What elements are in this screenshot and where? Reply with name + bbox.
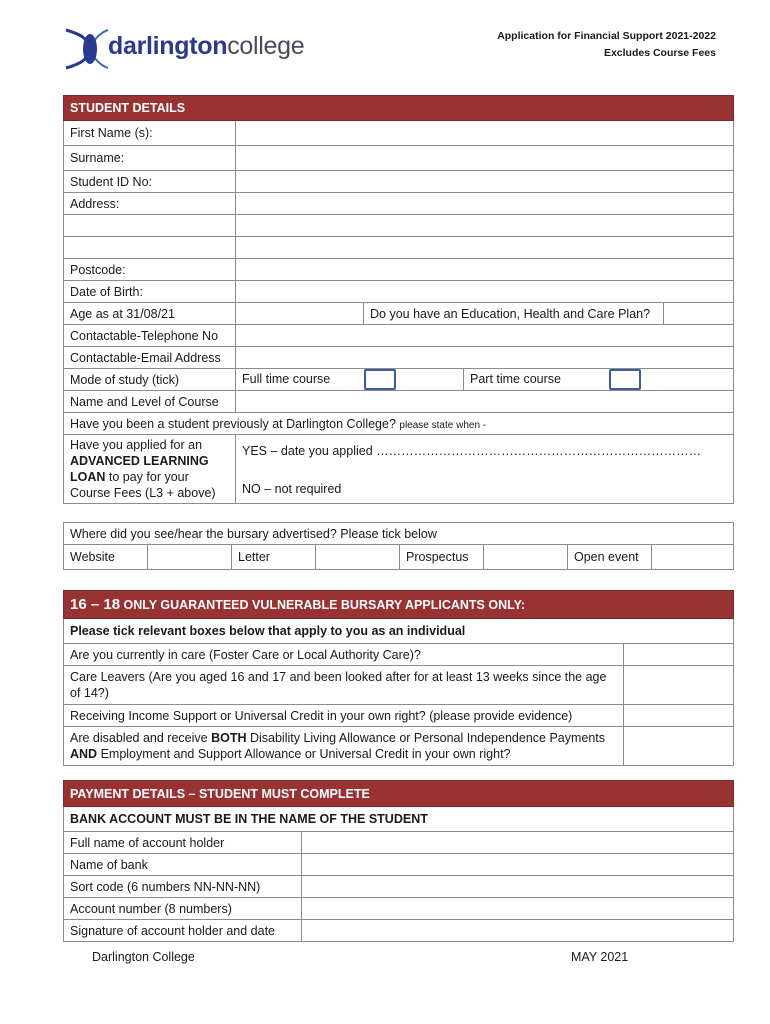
dob-label: Date of Birth: <box>64 281 236 303</box>
advert-open-event-tick[interactable] <box>652 545 734 570</box>
vulnerable-q2: Care Leavers (Are you aged 16 and 17 and been looked after for at least 13 weeks since the age of 14?) <box>64 666 624 705</box>
signature-field[interactable] <box>302 920 734 942</box>
student-id-label: Student ID No: <box>64 171 236 193</box>
logo-word-light: college <box>227 32 305 60</box>
part-time-option <box>464 369 734 391</box>
payment-details-table <box>63 780 734 942</box>
vulnerable-q1-tick[interactable] <box>624 644 734 666</box>
account-number-label: Account number (8 numbers) <box>64 898 302 920</box>
dob-field[interactable] <box>236 281 734 303</box>
previous-student-row[interactable] <box>64 413 734 435</box>
first-name-field[interactable] <box>236 121 734 146</box>
postcode-field[interactable] <box>236 259 734 281</box>
advert-table <box>63 522 734 570</box>
loan-yes: YES – date you applied …………………………………………………………………… <box>242 444 702 458</box>
vulnerable-bursary-table <box>63 590 734 766</box>
full-time-label: Full time course <box>242 371 331 386</box>
age-field[interactable] <box>236 303 364 325</box>
telephone-field[interactable] <box>236 325 734 347</box>
postcode-label: Postcode: <box>64 259 236 281</box>
form-title-line1: Application for Financial Support 2021-2022 <box>497 30 716 42</box>
logo-word-bold: darlington <box>108 32 228 60</box>
email-field[interactable] <box>236 347 734 369</box>
part-time-checkbox[interactable] <box>609 369 641 390</box>
address-blank-label-3 <box>64 237 236 259</box>
payment-heading: PAYMENT DETAILS – STUDENT MUST COMPLETE <box>64 781 734 807</box>
footer-left: Darlington College <box>92 950 195 964</box>
vulnerable-heading-rest: ONLY GUARANTEED VULNERABLE BURSARY APPLICANTS ONLY: <box>120 598 526 612</box>
loan-q4: to pay for your <box>105 470 189 484</box>
previous-student-question: Have you been a student previously at Darlington College? <box>70 416 396 431</box>
signature-label: Signature of account holder and date <box>64 920 302 942</box>
vulnerable-q3: Receiving Income Support or Universal Credit in your own right? (please provide evidence) <box>64 705 624 727</box>
telephone-label: Contactable-Telephone No <box>64 325 236 347</box>
student-id-field[interactable] <box>236 171 734 193</box>
loan-no: NO – not required <box>242 482 342 496</box>
footer-right: MAY 2021 <box>571 950 629 964</box>
age-label: Age as at 31/08/21 <box>64 303 236 325</box>
bank-name-label: Name of bank <box>64 854 302 876</box>
student-details-table <box>63 95 734 504</box>
loan-q5: Course Fees (L3 + above) <box>70 486 216 500</box>
vulnerable-heading-num: 16 – 18 <box>70 596 121 613</box>
sort-code-label: Sort code (6 numbers NN-NN-NN) <box>64 876 302 898</box>
address-blank-label-2 <box>64 215 236 237</box>
advert-letter-label: Letter <box>232 545 316 570</box>
form-title <box>497 28 716 62</box>
vulnerable-q4-e: Employment and Support Allowance or Universal Credit in your own right? <box>97 747 511 761</box>
bank-name-field[interactable] <box>302 854 734 876</box>
address-label: Address: <box>64 193 236 215</box>
full-time-checkbox[interactable] <box>364 369 396 390</box>
sort-code-field[interactable] <box>302 876 734 898</box>
loan-q3: LOAN <box>70 470 106 484</box>
vulnerable-q4-tick[interactable] <box>624 727 734 766</box>
loan-question <box>64 435 236 504</box>
vulnerable-heading <box>64 591 734 619</box>
vulnerable-q4-b: BOTH <box>211 731 247 745</box>
loan-q2: ADVANCED LEARNING <box>70 454 209 468</box>
course-label: Name and Level of Course <box>64 391 236 413</box>
advert-prospectus-tick[interactable] <box>484 545 568 570</box>
form-title-line2: Excludes Course Fees <box>603 47 716 59</box>
advert-website-tick[interactable] <box>148 545 232 570</box>
vulnerable-q1: Are you currently in care (Foster Care or Local Authority Care)? <box>64 644 624 666</box>
previous-student-note: please state when - <box>399 419 487 431</box>
advert-letter-tick[interactable] <box>316 545 400 570</box>
vulnerable-q4-c: Disability Living Allowance or Personal Independence Payments <box>246 731 606 745</box>
first-name-label: First Name (s): <box>64 121 236 146</box>
vulnerable-q4-a: Are disabled and receive <box>70 731 212 745</box>
college-logo <box>60 24 310 74</box>
account-holder-field[interactable] <box>302 832 734 854</box>
address-field-3[interactable] <box>236 237 734 259</box>
advert-question: Where did you see/hear the bursary advertised? Please tick below <box>64 523 734 545</box>
address-field-1[interactable] <box>236 193 734 215</box>
vulnerable-q3-tick[interactable] <box>624 705 734 727</box>
account-holder-label: Full name of account holder <box>64 832 302 854</box>
full-time-option <box>236 369 464 391</box>
vulnerable-subheading: Please tick relevant boxes below that apply to you as an individual <box>64 619 734 644</box>
account-number-field[interactable] <box>302 898 734 920</box>
surname-field[interactable] <box>236 146 734 171</box>
part-time-label: Part time course <box>470 371 562 386</box>
loan-q1: Have you applied for an <box>70 438 203 452</box>
payment-subheading: BANK ACCOUNT MUST BE IN THE NAME OF THE STUDENT <box>64 807 734 832</box>
logo-mark-icon <box>60 24 110 74</box>
address-field-2[interactable] <box>236 215 734 237</box>
vulnerable-q2-tick[interactable] <box>624 666 734 705</box>
mode-label: Mode of study (tick) <box>64 369 236 391</box>
course-field[interactable] <box>236 391 734 413</box>
advert-open-event-label: Open event <box>568 545 652 570</box>
advert-website-label: Website <box>64 545 148 570</box>
email-label: Contactable-Email Address <box>64 347 236 369</box>
advert-prospectus-label: Prospectus <box>400 545 484 570</box>
loan-answers[interactable] <box>236 435 734 504</box>
surname-label: Surname: <box>64 146 236 171</box>
ehcp-field[interactable] <box>664 303 734 325</box>
vulnerable-q4-d: AND <box>70 747 98 761</box>
ehcp-question: Do you have an Education, Health and Care Plan? <box>364 303 664 325</box>
student-details-heading: STUDENT DETAILS <box>64 96 734 121</box>
vulnerable-q4 <box>64 727 624 766</box>
